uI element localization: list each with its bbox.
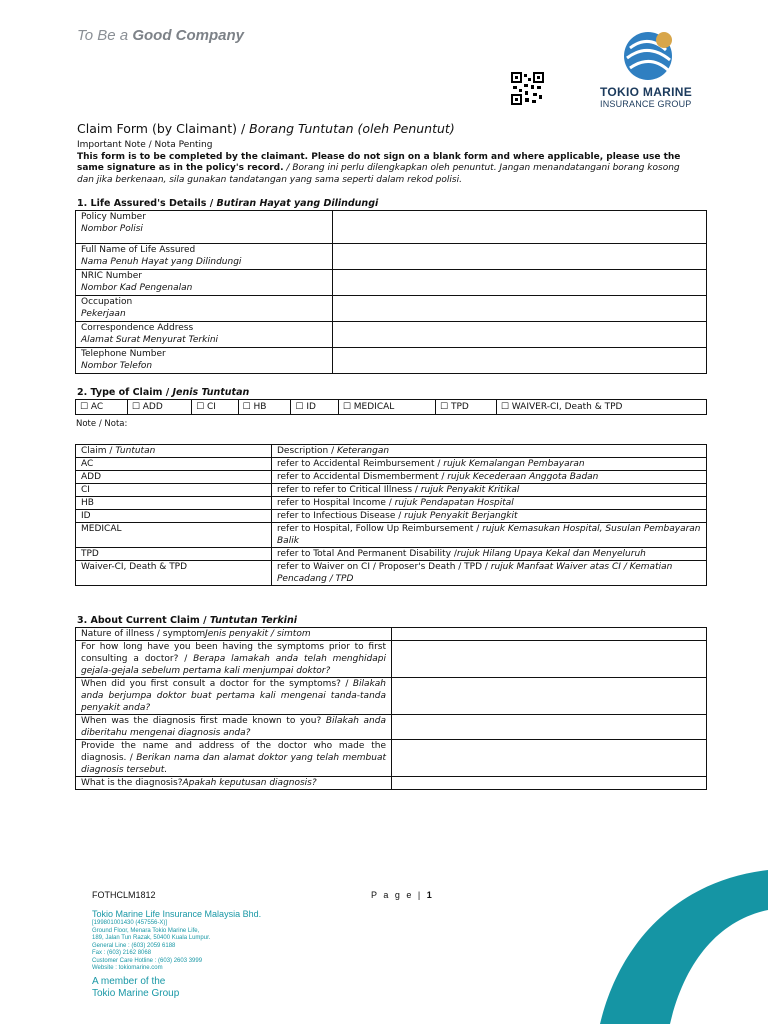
section1-title-en: 1. Life Assured's Details /	[77, 198, 214, 209]
answer-input[interactable]	[392, 678, 707, 715]
text: refer to refer to Critical Illness /	[277, 485, 421, 495]
text: Berapa lamakah anda telah menghidapi gejala-gejala sebelum pertama kali menjumpai doktor?	[81, 654, 386, 676]
question-label	[76, 777, 392, 790]
section3-title-ms: Tuntutan Terkini	[209, 615, 297, 626]
text: rujuk Manfaat Waiver atas CI / Kematian Pencadang / TPD	[277, 562, 673, 584]
table-header-row	[76, 445, 707, 458]
answer-input[interactable]	[392, 740, 707, 777]
claim-code: CI	[76, 484, 272, 497]
text: refer to Accidental Reimbursement /	[277, 459, 444, 469]
table-row	[76, 270, 707, 296]
field-input[interactable]	[333, 296, 707, 322]
answer-input[interactable]	[392, 628, 707, 641]
text: Berikan nama dan alamat doktor yang telah membuat diagnosis tersebut.	[81, 753, 386, 775]
text: Bilakah anda berjumpa doktor buat pertama kali mengenai tanda-tanda penyakit anda?	[81, 679, 386, 713]
important-ms: / Borang ini perlu dilengkapkan oleh penuntut. Jangan menandatangani borang kosong dan jika berkenaan, sila gunakan tandatangan yang sama seperti dalam rekod polisi.	[77, 163, 680, 185]
text: Claim /	[81, 446, 116, 456]
claim-type-checkbox[interactable]: ☐ TPD	[436, 400, 497, 415]
text: Keterangan	[337, 446, 390, 456]
form-title	[77, 121, 455, 136]
website-line: Website : tokiomarine.com	[92, 965, 163, 971]
text: For how long have you been having the symptoms prior to first consulting a doctor? /	[81, 642, 386, 664]
text: Apakah keputusan diagnosis?	[182, 778, 317, 788]
claim-type-checkbox[interactable]: ☐ WAIVER-CI, Death & TPD	[496, 400, 706, 415]
field-label	[76, 270, 333, 296]
title-en: Claim Form (by Claimant) /	[77, 121, 246, 136]
question-label	[76, 715, 392, 740]
tagline-bold: Good Company	[132, 27, 244, 44]
claim-description-table	[75, 444, 707, 586]
text: refer to Hospital Income /	[277, 498, 395, 508]
text: refer to Waiver on CI / Proposer's Death / TPD /	[277, 562, 491, 572]
field-label	[76, 348, 333, 374]
company-name: Tokio Marine Life Insurance Malaysia Bhd.	[92, 909, 262, 919]
text: rujuk Hilang Upaya Kekal dan Menyeluruh	[456, 549, 646, 559]
question-label	[76, 678, 392, 715]
important-en: This form is to be completed by the claimant. Please do not sign on a blank form and where applicable, please use the same signature as in the policy's record.	[77, 151, 681, 173]
table-row	[76, 548, 707, 561]
text: Nama Penuh Hayat yang Dilindungi	[81, 257, 242, 267]
text: rujuk Kemalangan Pembayaran	[443, 459, 585, 469]
note-label: Note / Nota:	[76, 419, 128, 429]
text: rujuk Penyakit Kritikal	[420, 485, 520, 495]
claim-code: ADD	[76, 471, 272, 484]
question-label	[76, 628, 392, 641]
claim-type-table	[75, 399, 707, 415]
claim-description	[272, 523, 707, 548]
answer-input[interactable]	[392, 777, 707, 790]
text: NRIC Number	[81, 271, 142, 281]
logo-line1: TOKIO MARINE	[600, 85, 693, 99]
text: rujuk Penyakit Berjangkit	[404, 511, 518, 521]
table-row	[76, 628, 707, 641]
claim-code: Waiver-CI, Death & TPD	[76, 561, 272, 586]
table-row	[76, 740, 707, 777]
text: Description /	[277, 446, 338, 456]
section1-title-ms: Butiran Hayat yang Dilindungi	[216, 198, 379, 209]
table-row	[76, 211, 707, 244]
table-row	[76, 296, 707, 322]
table-row	[76, 777, 707, 790]
section1-title	[77, 198, 378, 209]
claim-type-checkbox[interactable]: ☐ ADD	[127, 400, 191, 415]
claim-description	[272, 548, 707, 561]
field-label	[76, 244, 333, 270]
text: Correspondence Address	[81, 323, 194, 333]
logo-line2: INSURANCE GROUP	[600, 99, 692, 109]
page-number	[371, 890, 434, 900]
tagline-prefix: To Be a	[77, 27, 129, 44]
claim-description	[272, 471, 707, 484]
claim-code: TPD	[76, 548, 272, 561]
text: refer to Accidental Dismemberment /	[277, 472, 448, 482]
text: When did you first consult a doctor for the symptoms? /	[81, 679, 353, 689]
section2-title	[77, 387, 249, 398]
section2-title-ms: Jenis Tuntutan	[172, 387, 250, 398]
description-header	[272, 445, 707, 458]
field-input[interactable]	[333, 348, 707, 374]
title-ms: Borang Tuntutan (oleh Penuntut)	[249, 121, 455, 136]
text: Full Name of Life Assured	[81, 245, 196, 255]
logo-text	[600, 86, 692, 110]
address-line2: 189, Jalan Tun Razak, 50400 Kuala Lumpur.	[92, 935, 211, 941]
claim-description	[272, 561, 707, 586]
field-label	[76, 296, 333, 322]
section2-title-en: 2. Type of Claim /	[77, 387, 170, 398]
answer-input[interactable]	[392, 715, 707, 740]
question-label	[76, 740, 392, 777]
text: refer to Infectious Disease /	[277, 511, 405, 521]
address-line1: Ground Floor, Menara Tokio Marine Life,	[92, 927, 200, 934]
claim-code: AC	[76, 458, 272, 471]
field-label	[76, 322, 333, 348]
text: rujuk Pendapatan Hospital	[394, 498, 514, 508]
text: Provide the name and address of the doctor who made the diagnosis. /	[81, 741, 386, 763]
care-line: Customer Care Hotline : (603) 2603 3999	[92, 957, 203, 964]
claim-code: MEDICAL	[76, 523, 272, 548]
claim-type-checkbox[interactable]: ☐ ID	[291, 400, 338, 415]
section3-title	[77, 615, 297, 626]
text: rujuk Kecederaan Anggota Badan	[447, 472, 599, 482]
table-row	[76, 678, 707, 715]
answer-input[interactable]	[392, 641, 707, 678]
text: What is the diagnosis?	[81, 778, 183, 788]
table-row	[76, 641, 707, 678]
text: When was the diagnosis first made known to you?	[81, 716, 326, 726]
group-member-text	[92, 976, 179, 1000]
question-label	[76, 641, 392, 678]
company-address	[92, 920, 210, 973]
company-reg: [199801001430 (457556-X)]	[92, 920, 168, 926]
claim-code: ID	[76, 510, 272, 523]
claim-type-checkbox[interactable]: ☐ MEDICAL	[338, 400, 435, 415]
text: Pekerjaan	[81, 309, 126, 319]
table-row	[76, 348, 707, 374]
field-input[interactable]	[333, 322, 707, 348]
important-note	[77, 140, 697, 186]
text: Nombor Telefon	[81, 361, 153, 371]
claim-description	[272, 458, 707, 471]
claim-code: HB	[76, 497, 272, 510]
field-input[interactable]	[333, 270, 707, 296]
field-input[interactable]	[333, 244, 707, 270]
text: refer to Hospital, Follow Up Reimbursement /	[277, 524, 483, 534]
text: Alamat Surat Menyurat Terkini	[81, 335, 219, 345]
field-label	[76, 211, 333, 244]
text: Bilakah anda diberitahu mengenai diagnosis anda?	[81, 716, 386, 738]
text: Telephone Number	[81, 349, 166, 359]
general-line: General Line : (603) 2059 6188	[92, 942, 176, 949]
text: Policy Number	[81, 212, 146, 222]
member-line2: Tokio Marine Group	[92, 988, 180, 999]
table-row	[76, 497, 707, 510]
table-row	[76, 715, 707, 740]
text: Nombor Polisi	[81, 224, 143, 234]
member-line1: A member of the	[92, 976, 166, 987]
tagline	[77, 27, 244, 44]
claim-header	[76, 445, 272, 458]
table-row	[76, 244, 707, 270]
text: Jenis penyakit / simtom	[205, 629, 311, 639]
text: Tuntutan	[115, 446, 156, 456]
table-row	[76, 484, 707, 497]
text: Nature of illness / symptom	[81, 629, 206, 639]
qr-code-icon	[511, 72, 544, 105]
form-code: FOTHCLM1812	[92, 890, 156, 900]
text: refer to Total And Permanent Disability /	[277, 549, 457, 559]
important-label: Important Note / Nota Penting	[77, 140, 213, 150]
text: Occupation	[81, 297, 133, 307]
current-claim-table	[75, 627, 707, 790]
claim-description	[272, 510, 707, 523]
claim-type-checkbox[interactable]: ☐ CI	[192, 400, 238, 415]
claim-type-checkbox[interactable]: ☐ AC	[76, 400, 128, 415]
field-input[interactable]	[333, 211, 707, 244]
decorative-swoosh	[560, 840, 768, 1024]
section3-title-en: 3. About Current Claim /	[77, 615, 207, 626]
table-row	[76, 458, 707, 471]
claim-description	[272, 484, 707, 497]
table-row	[76, 322, 707, 348]
page-label: P a g e |	[371, 890, 423, 900]
text: Nombor Kad Pengenalan	[81, 283, 193, 293]
life-assured-table	[75, 210, 707, 374]
claim-type-checkbox[interactable]: ☐ HB	[238, 400, 291, 415]
claim-description	[272, 497, 707, 510]
text: rujuk Kemasukan Hospital, Susulan Pembayaran Balik	[277, 524, 701, 546]
fax-line: Fax : (603) 2162 8068	[92, 950, 152, 956]
table-row	[76, 471, 707, 484]
table-row	[76, 523, 707, 548]
page-value: 1	[426, 890, 434, 900]
table-row	[76, 510, 707, 523]
table-row	[76, 561, 707, 586]
